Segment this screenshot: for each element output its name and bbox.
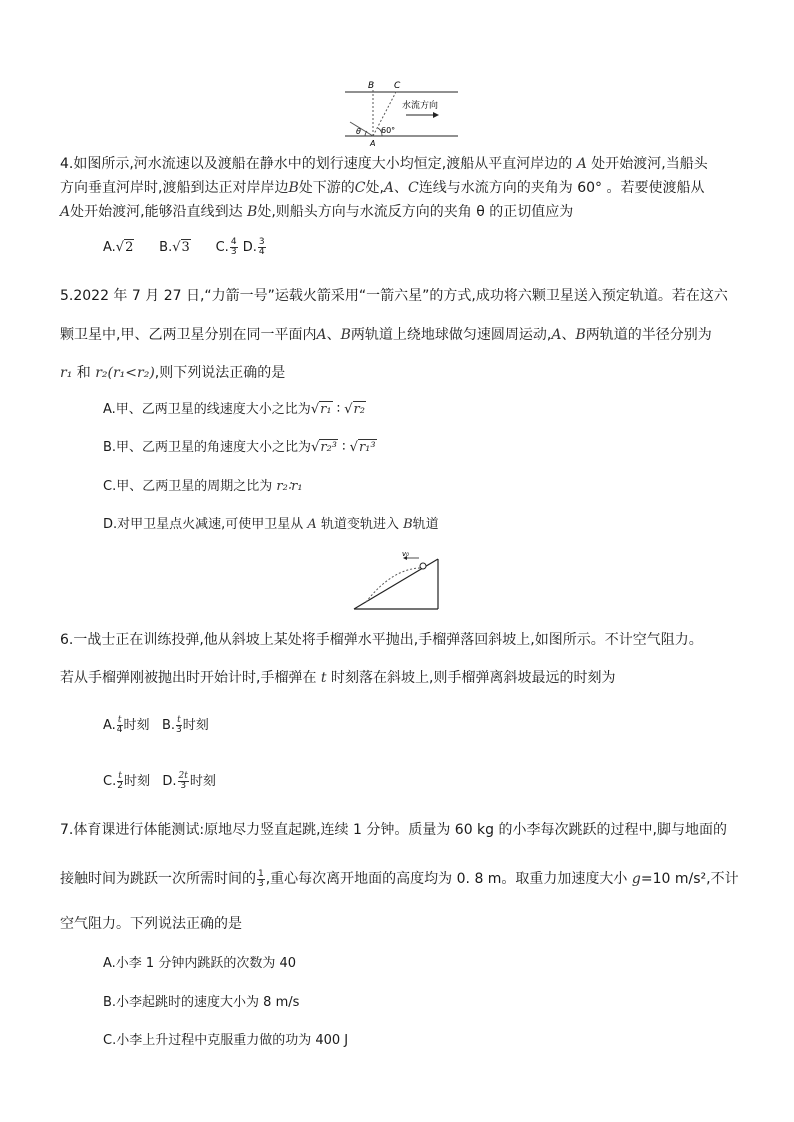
label-theta: θ [356,127,361,136]
q7-option-b: B.小李起跳时的速度大小为 8 m/s [103,995,300,1010]
q4-option-a: A.√2 [103,240,134,255]
q7-line-1: 7.体育课进行体能测试:原地尽力竖直起跳,连续 1 分钟。质量为 60 kg 的小李每次跳跃的过程中,脚与地面的 [60,822,727,838]
q7-option-a: A.小李 1 分钟内跳跃的次数为 40 [103,956,297,971]
q6-line-1: 6.一战士正在训练投弹,他从斜坡上某处将手榴弹水平抛出,手榴弹落回斜坡上,如图所示。不计空气阻力。 [60,632,703,648]
boat-heading-line [350,122,373,136]
q6-option-c: C. $\frac{t}{2}$ 时刻 [103,771,150,791]
q6-option-b: B. $\frac{t}{3}$ 时刻 [161,715,209,735]
q5-line-1: 5.2022 年 7 月 27 日,“力箭一号”运载火箭采用“一箭六星”的方式,成功将六颗卫星送入预定轨道。若在这六 [60,288,728,304]
slope-projectile-diagram [350,550,450,614]
q5-option-d: D.对甲卫星点火减速,可使甲卫星从 A 轨道变轨进入 B轨道 [103,517,439,532]
q4-option-d: D. $\frac{3}{4}$ [242,237,265,257]
label-v0: v₀ [402,550,409,558]
label-60: 60° [381,126,396,135]
label-a: A [370,139,376,148]
q4-option-b: B.√3 [159,240,190,255]
flow-arrowhead [433,112,439,118]
q4-line-1: 4.如图所示,河水流速以及渡船在静水中的划行速度大小均恒定,渡船从平直河岸边的 A 处开始渡河,当船头 [60,156,708,172]
label-b: B [368,81,375,91]
q7-line-3: 空气阻力。下列说法正确的是 [60,916,242,932]
q5-option-b: B.甲、乙两卫星的角速度大小之比为√r₂³ ∶ √r₁³ [103,440,376,455]
q4-option-c: C. $\frac{4}{3}$ [215,237,237,257]
river-crossing-diagram [340,76,470,148]
q7-line-2: 接触时间为跳跃一次所需时间的 $\frac{1}{3}$ ,重心每次离开地面的高度均为 0. 8 m。取重力加速度大小 g=10 m/s²,不计 [60,868,739,889]
q5-option-a: A.甲、乙两卫星的线速度大小之比为√r₁ ∶ √r₂ [103,402,365,417]
q6-option-d: D. $\frac{2t}{3}$ 时刻 [162,771,216,791]
grenade [420,563,426,569]
q4-line-3: A处开始渡河,能够沿直线到达 B处,则船头方向与水流反方向的夹角 θ 的正切值应为 [60,204,574,220]
q6-line-2: 若从手榴弹刚被抛出时开始计时,手榴弹在 t 时刻落在斜坡上,则手榴弹离斜坡最远的时刻为 [60,670,616,686]
q5-line-2: 颗卫星中,甲、乙两卫星分别在同一平面内A、B两轨道上绕地球做匀速圆周运动,A、B两轨道的半径分别为 [60,327,712,343]
q6-options-row-1 [103,716,209,736]
label-c: C [394,81,401,91]
q6-options-row-2 [103,772,216,792]
q5-option-c: C.甲、乙两卫星的周期之比为 r₂∶r₁ [103,479,303,494]
q4-options [103,238,267,258]
q5-line-3: r₁ 和 r₂(r₁<r₂),则下列说法正确的是 [60,365,286,381]
label-flow: 水流方向 [402,101,439,111]
q4-line-2: 方向垂直河岸时,渡船到达正对岸岸边B处下游的C处,A、C连线与水流方向的夹角为 60° 。若要使渡船从 [60,180,705,196]
q6-option-a: A. $\frac{t}{4}$ 时刻 [103,715,150,735]
q7-option-c: C.小李上升过程中克服重力做的功为 400 J [103,1033,349,1048]
